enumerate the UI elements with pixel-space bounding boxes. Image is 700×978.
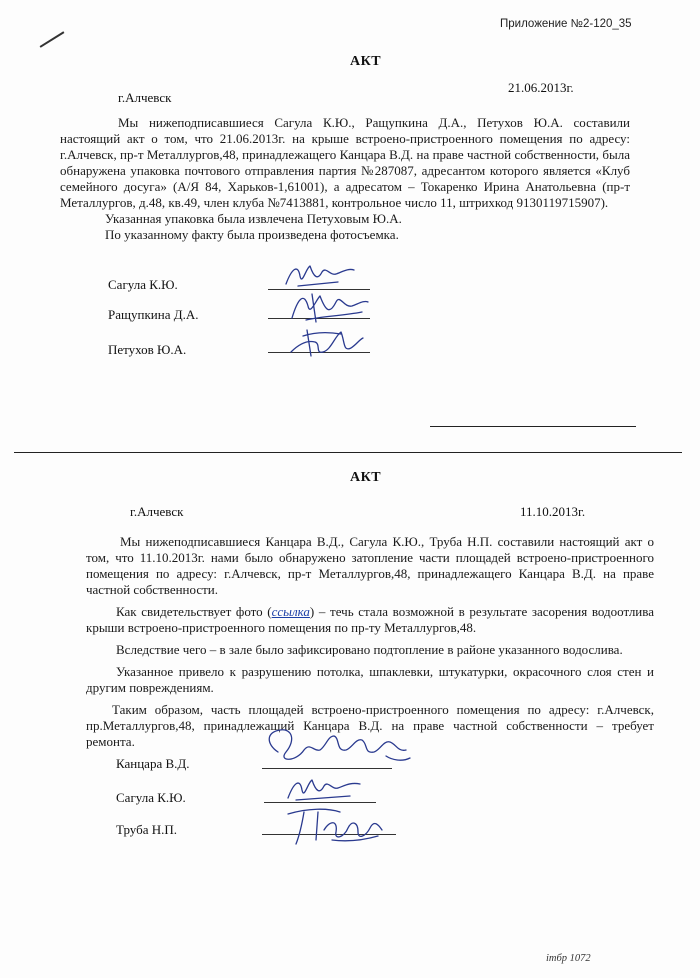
act2-paragraph-damage: Указанное привело к разрушению потолка, шпаклевки, штукатурки, окрасочного слоя стен и другим повреждениям. <box>86 664 654 695</box>
act1-signer-2: Ращупкина Д.А. <box>108 307 199 322</box>
act1-paragraph-main: Мы нижеподписавшиеся Сагула К.Ю., Ращупкина Д.А., Петухов Ю.А. составили настоящий акт о том, что 21.06.2013г. на крыше встроено-пристроенного помещения по адресу: г.Алчевск, пр-т Металлургов,48, принадлежащего Канцара В.Д. на праве частной собственности, была обнаружена упаковка почтового отправления партия №287087, адресантом которого является «Клуб семейного досуга» (А/Я 84, Харьков-1,61001), а адресатом – Токаренко Ирина Анатольевна (пр-т Металлургов, д.48, кв.49, член клуба №7413881, контрольное число 11, штрихкод 9130119715907). <box>60 115 630 210</box>
act1-signer-1: Сагула К.Ю. <box>108 277 178 292</box>
act2-body <box>86 534 654 750</box>
act1-separator <box>430 426 636 427</box>
act2-signature-3 <box>278 800 388 848</box>
act2-photo-text-before: Как свидетельствует фото ( <box>116 604 272 619</box>
act2-paragraph-flood: Вследствие чего – в зале было зафиксировано подтопление в районе указанного водослива. <box>116 642 623 657</box>
act2-signer-2: Сагула К.Ю. <box>116 790 186 805</box>
appendix-label: Приложение №2-120_35 <box>500 18 632 30</box>
act2-city: г.Алчевск <box>130 504 184 519</box>
act2-paragraph-conclusion: Таким образом, часть площадей встроено-пристроенного помещения по адресу: г.Алчевск, пр.Металлургов,48, принадлежащий Канцара В.Д. на праве частной собственности – требует ремонта. <box>86 702 654 749</box>
photo-link[interactable]: ссылка <box>271 604 310 619</box>
act2-date: 11.10.2013г. <box>520 504 586 519</box>
act2-photo-text-after: ) – течь стала возможной в результате засорения водоотлива крыши встроено-пристроенного помещения по пр-ту Металлургов,48. <box>86 604 654 635</box>
handwritten-note: ітбр 1072 <box>546 953 591 964</box>
act1-title: АКТ <box>350 54 382 69</box>
act1-date: 21.06.2013г. <box>508 80 574 95</box>
act2-title: АКТ <box>350 470 382 485</box>
act1-paragraph-photo: По указанному факту была произведена фотосъемка. <box>105 227 399 242</box>
act1-city: г.Алчевск <box>118 90 172 105</box>
page-divider <box>14 452 682 453</box>
act1-signer-3: Петухов Ю.А. <box>108 342 187 357</box>
act2-paragraph-photo <box>86 604 654 636</box>
act1-signature-2 <box>282 286 372 326</box>
act2-paragraph-main: Мы нижеподписавшиеся Канцара В.Д., Сагула К.Ю., Труба Н.П. составили настоящий акт о том, что 11.10.2013г. нами было обнаружено затопление части площадей встроено-пристроенного помещения по адресу: г.Алчевск, пр-т Металлургов,48, принадлежащего Канцара В.Д. на праве частной собственности. <box>86 534 654 597</box>
act1-body <box>60 115 630 243</box>
act2-signer-1: Канцара В.Д. <box>116 756 190 771</box>
act2-signer-3: Труба Н.П. <box>116 822 178 837</box>
act1-signature-3 <box>285 322 365 360</box>
act2-signature-1 <box>256 722 416 772</box>
pen-mark <box>40 31 65 47</box>
act1-paragraph-extracted: Указанная упаковка была извлечена Петуховым Ю.А. <box>105 211 402 226</box>
